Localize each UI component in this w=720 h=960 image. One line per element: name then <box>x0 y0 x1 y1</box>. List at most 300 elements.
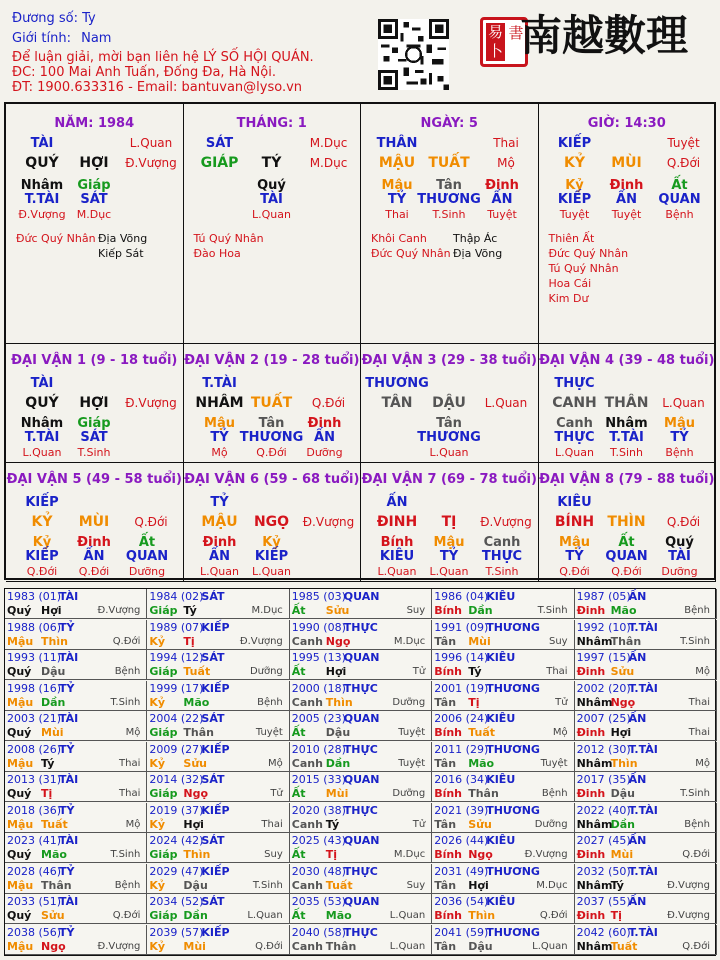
pillar-chi: MÙI <box>611 155 642 171</box>
year-can: Canh <box>291 817 323 831</box>
year-cell <box>432 650 574 680</box>
year-cell <box>432 742 574 772</box>
dai-van-can: KỶ <box>31 514 53 530</box>
hidden-stage: Mộ <box>211 446 228 459</box>
year-star: T.TÀI <box>628 925 658 939</box>
year-cell <box>290 925 432 955</box>
year-label: 2012 (30) <box>576 742 631 756</box>
year-can: Quý <box>7 909 32 922</box>
year-star: QUAN <box>343 651 380 664</box>
year-star: KIẾP <box>201 681 230 695</box>
year-chi: Tý <box>41 756 55 770</box>
hidden-can: Đinh <box>202 535 237 550</box>
year-stage: Thai <box>119 788 141 799</box>
year-star: ẤN <box>628 773 647 786</box>
year-stage: Thai <box>688 727 710 738</box>
pillar-can: KỶ <box>564 155 585 171</box>
year-can: Canh <box>291 634 323 648</box>
year-can: Giáp <box>149 848 178 861</box>
hidden-star: ẤN <box>83 549 105 564</box>
hidden-star: TỶ <box>439 549 459 564</box>
year-chi: Thân <box>325 939 357 953</box>
year-chi: Tý <box>325 817 340 831</box>
dai-van-star: TÀI <box>30 376 54 391</box>
hidden-can: Tân <box>436 178 462 193</box>
dai-van-title: ĐẠI VẬN 2 (19 - 28 tuổi) <box>184 353 360 368</box>
year-can: Mậu <box>7 756 34 770</box>
year-chi: Dần <box>610 817 635 831</box>
year-label: 2022 (40) <box>576 803 631 817</box>
year-cell <box>290 711 432 741</box>
year-can: Quý <box>7 604 32 617</box>
year-stage: Mộ <box>552 727 568 738</box>
shensha: Tú Quý Nhân <box>548 262 619 275</box>
year-star: TÀI <box>59 773 79 786</box>
year-can: Quý <box>7 665 32 678</box>
year-label: 1997 (15) <box>576 651 631 664</box>
year-label: 2011 (29) <box>434 742 489 756</box>
year-star: KIẾP <box>201 803 230 817</box>
year-stage: Tử <box>555 696 568 708</box>
year-can: Kỷ <box>149 634 166 648</box>
year-can: Mậu <box>7 817 34 831</box>
year-cell <box>432 833 574 863</box>
year-chi: Mão <box>183 695 210 709</box>
year-stage: M.Dục <box>251 605 283 616</box>
hidden-star: TỶ <box>670 430 689 445</box>
year-star: ẤN <box>628 712 647 725</box>
year-chi: Tị <box>325 848 338 861</box>
hidden-stage: M.Dục <box>76 208 112 221</box>
year-chi: Tý <box>610 878 624 892</box>
dai-van-star: T.TÀI <box>202 376 237 391</box>
year-cell <box>575 925 717 955</box>
year-star: SÁT <box>201 712 225 725</box>
year-can: Kỷ <box>149 878 166 892</box>
year-can: Bính <box>434 787 463 800</box>
hidden-star: TÀI <box>668 549 691 564</box>
year-star: THỰC <box>343 742 378 756</box>
year-cell <box>432 589 574 619</box>
year-cell <box>432 894 574 924</box>
year-star: QUAN <box>343 773 380 786</box>
dai-van-can: BÍNH <box>554 514 595 530</box>
dai-van-star: THỰC <box>554 376 595 391</box>
pillar-day-stage: L.Quan <box>129 136 173 150</box>
dai-van-chi: HỢI <box>79 395 109 411</box>
year-label: 2031 (49) <box>434 864 489 878</box>
year-label: 1986 (04) <box>434 590 489 603</box>
year-chi: Dần <box>325 756 351 770</box>
year-cell <box>5 711 147 741</box>
year-label: 2003 (21) <box>7 712 62 725</box>
year-chi: Mùi <box>183 939 206 953</box>
hidden-star: ẤN <box>209 549 230 564</box>
year-star: ẤN <box>628 590 647 603</box>
shensha: Đức Quý Nhân <box>16 232 96 245</box>
year-label: 2020 (38) <box>291 803 346 817</box>
year-chi: Tị <box>183 634 195 648</box>
year-stage: Q.Đới <box>682 849 710 860</box>
year-can: Nhâm <box>576 756 613 770</box>
pillar-can: QUÝ <box>25 155 59 171</box>
hidden-stage: Bệnh <box>665 446 694 459</box>
year-cell <box>290 589 432 619</box>
hidden-stage: Tuyệt <box>611 208 642 221</box>
gender-line: Giới tính: Nam <box>12 31 112 46</box>
year-can: Quý <box>7 848 32 861</box>
year-star: T.TÀI <box>628 681 658 695</box>
year-cell <box>575 772 717 802</box>
year-chi: Ngọ <box>468 848 493 861</box>
year-cell <box>5 681 147 711</box>
year-can: Kỷ <box>149 695 166 709</box>
year-label: 2035 (53) <box>291 895 346 908</box>
year-cell <box>290 864 432 894</box>
year-chi: Thân <box>183 726 214 739</box>
year-chi: Tý <box>468 665 482 678</box>
shensha: Địa Võng <box>98 232 148 245</box>
year-chi: Dậu <box>468 939 493 953</box>
year-cell <box>147 925 289 955</box>
year-cell <box>147 681 289 711</box>
phone-email-line: ĐT: 1900.633316 - Email: bantuvan@lyso.vn <box>12 80 303 95</box>
hidden-star: QUAN <box>125 549 169 564</box>
dai-van-star: TỶ <box>210 495 229 510</box>
dai-van-chi: NGỌ <box>253 514 290 530</box>
year-stage: T.Sinh <box>680 788 710 799</box>
shensha: Kim Dư <box>548 292 589 305</box>
year-cell <box>432 864 574 894</box>
year-cell <box>147 620 289 650</box>
year-star: KIẾP <box>201 864 230 878</box>
yearly-table <box>4 588 716 956</box>
dai-van-can: QUÝ <box>25 395 59 411</box>
year-chi: Ngọ <box>325 634 351 648</box>
year-label: 2014 (32) <box>149 773 204 786</box>
year-label: 1985 (03) <box>291 590 346 603</box>
qr-code[interactable] <box>378 19 449 90</box>
hidden-stage: Bệnh <box>665 208 694 221</box>
year-cell <box>575 681 717 711</box>
year-stage: Đ.Vượng <box>667 910 710 921</box>
year-star: KIẾP <box>201 620 230 634</box>
dai-van-can: ĐINH <box>376 514 418 530</box>
hidden-stage: L.Quan <box>252 565 291 578</box>
contact-line: Để luận giải, mời bạn liên hệ LÝ SỐ HỘI QUÁN. <box>12 50 314 65</box>
year-chi: Hợi <box>41 604 62 617</box>
year-can: Canh <box>291 756 323 770</box>
year-chi: Thân <box>610 634 642 648</box>
year-stage: Bệnh <box>541 788 568 799</box>
year-stage: L.Quan <box>532 940 568 952</box>
hidden-star: THỰC <box>481 549 523 564</box>
year-star: ẤN <box>628 651 647 664</box>
year-can: Bính <box>434 665 463 678</box>
hidden-star: SÁT <box>80 192 108 207</box>
hidden-star: SÁT <box>80 430 108 445</box>
year-chi: Hợi <box>610 726 632 739</box>
hidden-stage: Q.Đới <box>611 565 642 578</box>
year-star: THỰC <box>343 803 378 817</box>
year-cell <box>290 681 432 711</box>
year-cell <box>5 833 147 863</box>
year-cell <box>147 772 289 802</box>
hidden-can: Nhâm <box>20 416 64 431</box>
year-stage: Suy <box>406 879 426 891</box>
year-star: T.TÀI <box>628 864 658 878</box>
year-chi: Sửu <box>610 665 635 678</box>
year-label: 2001 (19) <box>434 681 489 695</box>
hidden-can: Ất <box>138 535 156 550</box>
year-can: Ất <box>291 787 306 800</box>
year-can: Mậu <box>7 939 34 953</box>
year-chi: Tuất <box>41 817 68 831</box>
year-label: 2009 (27) <box>149 742 204 756</box>
year-label: 2018 (36) <box>7 803 62 817</box>
year-stage: T.Sinh <box>110 696 141 708</box>
pillar-day-stage: Tuyệt <box>667 136 700 150</box>
dai-van-title: ĐẠI VẬN 8 (79 - 88 tuổi) <box>539 472 715 487</box>
dai-van-chi: DẬU <box>432 395 466 411</box>
hidden-stage: Q.Đới <box>26 565 58 578</box>
year-chi: Dần <box>183 909 208 922</box>
year-can: Đinh <box>576 909 606 922</box>
year-star: KIÊU <box>486 712 516 725</box>
year-stage: T.Sinh <box>680 635 710 647</box>
year-stage: Dưỡng <box>392 696 426 708</box>
year-chi: Dậu <box>325 726 351 739</box>
hidden-can: Canh <box>483 535 521 550</box>
year-stage: Tuyệt <box>398 757 426 769</box>
year-stage: T.Sinh <box>252 879 283 891</box>
year-stage: M.Dục <box>393 635 426 647</box>
pillar-stage: Q.Đới <box>666 156 701 170</box>
hidden-star: QUAN <box>658 192 701 207</box>
hidden-stage: L.Quan <box>429 565 469 578</box>
year-cell <box>432 681 574 711</box>
year-chi: Mùi <box>610 848 634 861</box>
shensha: Kiếp Sát <box>98 247 144 260</box>
year-label: 2034 (52) <box>149 895 204 908</box>
year-stage: M.Dục <box>393 849 426 860</box>
year-label: 1996 (14) <box>434 651 489 664</box>
year-cell <box>432 925 574 955</box>
year-cell <box>147 711 289 741</box>
shensha: Khôi Canh <box>371 232 427 245</box>
year-label: 2007 (25) <box>576 712 631 725</box>
year-stage: Thai <box>688 696 710 708</box>
pillar-can-star: SÁT <box>205 136 234 151</box>
dai-van-stage: L.Quan <box>484 396 528 410</box>
year-label: 2016 (34) <box>434 773 489 786</box>
hidden-stage: T.Sinh <box>77 446 111 459</box>
year-label: 2013 (31) <box>7 773 62 786</box>
year-can: Tân <box>434 939 457 953</box>
year-stage: Tuyệt <box>540 757 568 769</box>
year-label: 1983 (01) <box>7 590 62 603</box>
year-can: Tân <box>434 634 457 648</box>
year-stage: Tuyệt <box>398 727 426 738</box>
year-star: THƯƠNG <box>486 864 540 878</box>
year-can: Kỷ <box>149 817 166 831</box>
year-chi: Thìn <box>41 634 68 648</box>
year-cell <box>575 894 717 924</box>
year-label: 2030 (48) <box>291 864 346 878</box>
dai-van-cell-6 <box>184 463 362 582</box>
year-chi: Thìn <box>610 756 638 770</box>
year-cell <box>575 650 717 680</box>
year-label: 2008 (26) <box>7 742 62 756</box>
year-can: Giáp <box>149 726 178 739</box>
year-chi: Mão <box>610 604 637 617</box>
hidden-stage: Q.Đới <box>559 565 590 578</box>
dai-van-chi: MÙI <box>78 514 110 530</box>
hidden-stage: Q.Đới <box>78 565 110 578</box>
year-stage: Bệnh <box>257 696 283 708</box>
year-chi: Tị <box>468 695 480 709</box>
year-cell <box>575 742 717 772</box>
address-line: ĐC: 100 Mai Anh Tuấn, Đống Đa, Hà Nội. <box>12 65 276 80</box>
year-label: 1991 (09) <box>434 620 489 634</box>
year-can: Đinh <box>576 604 606 617</box>
year-label: 2032 (50) <box>576 864 631 878</box>
year-stage: Suy <box>264 849 283 860</box>
dai-van-stage: Q.Đới <box>134 515 168 529</box>
year-star: TỶ <box>59 864 75 878</box>
year-chi: Hợi <box>468 878 489 892</box>
hidden-stage: Thai <box>385 208 409 221</box>
dai-van-cell-1 <box>6 344 184 463</box>
dai-van-cell-3 <box>361 344 539 463</box>
hidden-stage: L.Quan <box>200 565 239 578</box>
year-stage: Tử <box>412 666 426 677</box>
year-label: 2005 (23) <box>291 712 346 725</box>
year-stage: Mộ <box>268 757 283 769</box>
hidden-can: Bính <box>380 535 414 550</box>
year-cell <box>432 711 574 741</box>
year-star: QUAN <box>343 834 380 847</box>
year-cell <box>575 711 717 741</box>
year-stage: Q.Đới <box>682 940 710 952</box>
year-stage: Đ.Vượng <box>524 849 568 860</box>
hidden-star: KIẾP <box>25 549 59 564</box>
year-chi: Sửu <box>468 817 492 831</box>
hidden-can: Ất <box>618 535 635 550</box>
year-star: T.TÀI <box>628 803 658 817</box>
year-star: TỶ <box>59 742 75 756</box>
hidden-stage: L.Quan <box>429 446 469 459</box>
year-chi: Thìn <box>183 848 211 861</box>
year-star: QUAN <box>343 895 380 908</box>
year-cell <box>575 589 717 619</box>
hidden-star: TỶ <box>387 192 407 207</box>
year-cell <box>147 894 289 924</box>
year-can: Đinh <box>576 787 606 800</box>
hidden-stage: Dưỡng <box>661 565 698 578</box>
year-label: 2036 (54) <box>434 895 489 908</box>
year-cell <box>147 864 289 894</box>
year-label: 1994 (12) <box>149 651 204 664</box>
year-star: T.TÀI <box>628 620 658 634</box>
year-label: 2041 (59) <box>434 925 489 939</box>
year-chi: Mão <box>468 756 495 770</box>
year-stage: Q.Đới <box>255 940 283 952</box>
year-label: 1984 (02) <box>149 590 204 603</box>
hidden-can: Mậu <box>664 416 695 431</box>
year-cell <box>5 864 147 894</box>
year-stage: Dưỡng <box>249 666 283 677</box>
header <box>0 0 720 100</box>
year-can: Giáp <box>149 787 178 800</box>
year-label: 2033 (51) <box>7 895 62 908</box>
year-label: 2021 (39) <box>434 803 489 817</box>
year-star: KIÊU <box>486 590 516 603</box>
year-can: Ất <box>291 604 306 617</box>
year-chi: Ngọ <box>41 939 66 953</box>
year-chi: Mão <box>325 909 352 922</box>
pillar-chi: HỢI <box>79 155 109 171</box>
hidden-can: Quý <box>665 535 694 550</box>
year-stage: Bệnh <box>114 879 141 891</box>
year-cell <box>147 803 289 833</box>
hidden-can: Tân <box>436 416 462 431</box>
hidden-can: Đinh <box>485 178 519 193</box>
year-cell <box>575 864 717 894</box>
year-stage: Tử <box>270 788 283 799</box>
hidden-can: Canh <box>556 416 593 431</box>
year-label: 2042 (60) <box>576 925 631 939</box>
hidden-star: QUAN <box>605 549 648 564</box>
hidden-star: KIẾP <box>557 192 592 207</box>
year-label: 2025 (43) <box>291 834 346 847</box>
year-cell <box>290 894 432 924</box>
year-label: 2024 (42) <box>149 834 204 847</box>
pillar-cell-0 <box>6 104 184 344</box>
year-cell <box>147 742 289 772</box>
year-can: Quý <box>7 726 32 739</box>
year-chi: Dậu <box>183 878 208 892</box>
hidden-stage: Dưỡng <box>128 565 166 578</box>
year-can: Nhâm <box>576 695 613 709</box>
year-cell <box>575 620 717 650</box>
hidden-stage: L.Quan <box>377 565 417 578</box>
hidden-can: Quý <box>257 178 286 193</box>
shensha: Đức Quý Nhân <box>371 247 451 260</box>
hidden-can: Giáp <box>77 178 111 193</box>
year-stage: M.Dục <box>536 879 568 891</box>
hidden-star: THƯƠNG <box>239 430 304 445</box>
year-stage: Thai <box>119 757 141 769</box>
dai-van-title: ĐẠI VẬN 6 (59 - 68 tuổi) <box>184 472 360 487</box>
year-stage: Q.Đới <box>112 635 141 647</box>
hidden-can: Nhâm <box>20 178 64 193</box>
hidden-star: KIẾP <box>254 549 289 564</box>
year-cell <box>5 803 147 833</box>
year-can: Giáp <box>149 909 178 922</box>
dai-van-can: NHÂM <box>195 395 244 411</box>
red-seal-logo: 易卜 書 <box>480 17 528 67</box>
dai-van-can: TÂN <box>381 395 413 411</box>
pillar-can-star: TÀI <box>30 136 54 151</box>
year-star: TỶ <box>59 925 75 939</box>
year-chi: Tị <box>610 909 622 922</box>
year-can: Canh <box>291 695 323 709</box>
hidden-stage: T.Sinh <box>610 446 643 459</box>
year-can: Ất <box>291 726 306 739</box>
year-label: 2010 (28) <box>291 742 346 756</box>
dai-van-stage: L.Quan <box>662 396 705 410</box>
